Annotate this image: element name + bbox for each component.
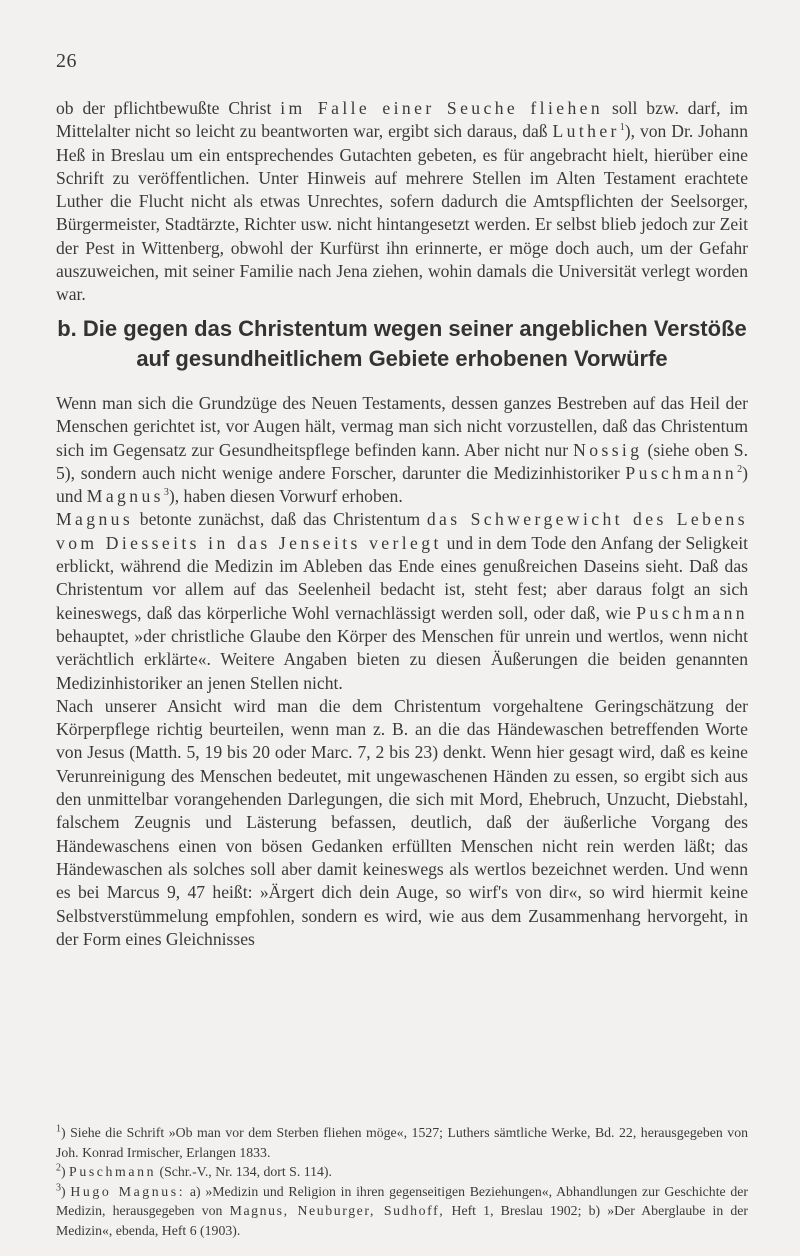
footnotes — [56, 1123, 748, 1241]
text-run: ob der pflichtbewußte Christ — [56, 98, 281, 118]
text-run: betonte zunächst, daß das Christentum — [133, 509, 427, 530]
paragraph-magnus — [56, 508, 748, 694]
emphasis-name: Nossig — [573, 439, 643, 460]
emphasis-name: Magnus — [56, 509, 134, 530]
footnote-mark: 3 — [56, 1182, 61, 1194]
text-run: ) und — [56, 462, 748, 507]
emphasis-name: Puschmann — [636, 602, 748, 623]
paragraph-handwashing: Nach unserer Ansicht wird man die dem Christentum vorgehaltene Geringschätzung der Körperpflege richtig beurteilen, wenn man z. B. an die das Händewaschen betreffenden Worte von Jesus (Matth. 5, 19 bis 20 oder Marc. 7, 2 bis 23) denkt. Wenn hier gesagt wird, daß es keine Verunreinigung des Menschen bedeutet, mit ungewaschenen Händen zu essen, so ergibt sich aus den unmittelbar vorangehenden Darlegungen, die sich mit Mord, Ehebruch, Unzucht, Diebstahl, falschem Zeugnis und Lästerung befassen, deutlich, daß der äußerliche Vorgang des Händewaschens einen von bösen Gedanken erfüllten Menschen nicht rein werden läßt; das Händewaschen als solches soll aber damit keineswegs als wertlos bezeichnet werden. Und wenn es bei Marcus 9, 47 heißt: »Ärgert dich dein Auge, so wirf's von dir«, so wird hiermit keine Selbstverstümmelung empfohlen, sondern es wird, wie aus dem Zusammenhang hervorgeht, in der Form eines Gleichnisses — [56, 695, 748, 949]
text-run: ), von Dr. Johann Heß in Breslau um ein entsprechendes Gutachten gebeten, es für angebracht hielt, hierüber eine Schrift zu veröffentlichen. Unter Hinweis auf mehrere Stellen im Alten Testament erachtete Luther die Flucht nicht als etwas Unrechtes, sofern dadurch die Amtspflichten der Seelsorger, Bürgermeister, Stadtärzte, Richter usw. nicht hintangesetzt werden. Er selbst blieb jedoch zur Zeit der Pest in Wittenberg, obwohl der Kurfürst ihn erinnerte, er möge doch auch, um der Gefahr auszuweichen, mit seiner Familie nach Jena ziehen, wohin damals die Universität verlegt worden war. — [56, 121, 748, 305]
heading-line: b. Die gegen das Christentum wegen seiner angeblichen Verstöße — [57, 316, 747, 341]
emphasis-text: im Falle einer Seuche fliehen — [280, 98, 604, 118]
footnote-text: ) — [61, 1164, 70, 1180]
footnote-text: ) Siehe die Schrift »Ob man vor dem Sterben fliehen möge«, 1527; Luthers sämtliche Werke, Bd. 22, herausgegeben von Joh. Konrad Irmischer, Erlangen 1833. — [56, 1125, 748, 1160]
footnote-mark: 1 — [56, 1123, 61, 1135]
footnote-text: ) — [61, 1183, 71, 1199]
heading-line: auf gesundheitlichem Gebiete erhobenen Vorwürfe — [136, 346, 668, 371]
footnote-3 — [56, 1182, 748, 1241]
footnote-1 — [56, 1123, 748, 1162]
emphasis-name: Luther — [552, 121, 620, 142]
footnote-text: a) »Medizin und Religion in ihren gegenseitigen Beziehungen«, Abhandlungen zur Geschichte der Medizin, herausgegeben von — [56, 1183, 748, 1219]
paragraph-flight-from-plague — [56, 97, 748, 307]
emphasis-name: Hugo Magnus: — [70, 1183, 186, 1199]
text-run: Wenn man sich die Grundzüge des Neuen Testaments, dessen ganzes Bestreben auf das Heil der Menschen gerichtet ist, vor Augen hält, vermag man sich nicht vorzustellen, daß das Christentum sich im Gegensatz zur Gesundheitspflege befinden kann. Aber nicht nur — [56, 393, 748, 460]
paragraph-new-testament — [56, 392, 748, 508]
footnote-ref: 2 — [737, 464, 743, 476]
emphasis-text: das Schwergewicht des Lebens vom Diesseits in das Jenseits verlegt — [56, 509, 748, 553]
text-run: und in dem Tode den Anfang der Seligkeit erblickt, während die Medizin im Ableben das Ende eines genußreichen Daseins sieht. Daß das Christentum vor allem auf das Seelenheil bedacht ist, steht fest; aber daraus folgt an sich keineswegs, daß das körperliche Wohl vernachlässigt werden soll, oder daß, wie — [56, 532, 748, 623]
footnote-2 — [56, 1162, 748, 1182]
text-run: (siehe oben S. 5), sondern auch nicht wenige andere Forscher, darunter die Medizinhistoriker — [56, 439, 748, 483]
emphasis-name: Puschmann — [69, 1164, 157, 1180]
emphasis-name: Magnus — [86, 486, 164, 507]
emphasis-name: Puschmann — [625, 462, 738, 483]
footnote-ref: 1 — [619, 122, 625, 134]
text-run: soll bzw. darf, im Mittelalter nicht so leicht zu beantworten war, ergibt sich daraus, daß — [56, 98, 748, 142]
emphasis-name: Magnus, Neuburger, Sudhoff, — [229, 1203, 445, 1219]
footnote-mark: 2 — [56, 1162, 61, 1174]
text-run: behauptet, »der christliche Glaube den Körper des Menschen für unrein und wertlos, wenn nicht verächtlich erklärte«. Weitere Angaben bieten zu diesen Äußerungen die beiden genannten Medizinhistoriker an jenen Stellen nicht. — [56, 625, 748, 693]
footnote-text: (Schr.-V., Nr. 134, dort S. 114). — [156, 1164, 332, 1180]
footnote-ref: 3 — [163, 487, 169, 499]
page-number: 26 — [56, 50, 77, 72]
section-body — [56, 392, 748, 951]
section-heading — [56, 314, 748, 374]
footnote-text: Heft 1, Breslau 1902; b) »Der Aberglaube in der Medizin«, ebenda, Heft 6 (1903). — [56, 1203, 748, 1238]
text-run: ), haben diesen Vorwurf erhoben. — [168, 486, 403, 507]
